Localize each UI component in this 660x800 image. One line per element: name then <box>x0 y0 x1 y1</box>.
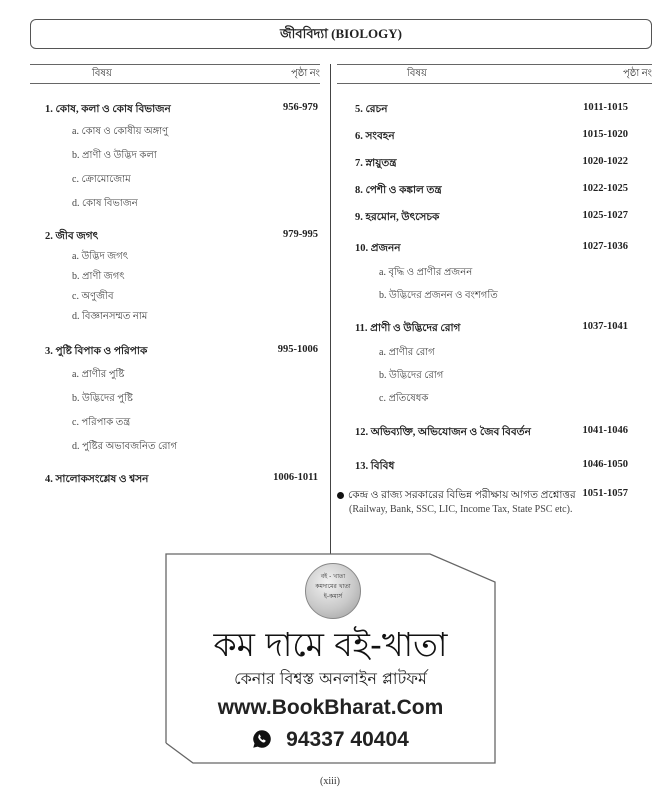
toc-chapter-12[interactable] <box>355 425 628 442</box>
toc-subtopic[interactable]: a. উদ্ভিদ জগৎ <box>72 251 129 262</box>
page-number: (xiii) <box>320 776 340 787</box>
chapter-pages: 1020-1022 <box>582 156 628 167</box>
chapter-label: 7. স্নায়ুতন্ত্র <box>355 158 397 169</box>
ad-tagline: কেনার বিশ্বস্ত অনলাইন প্লাটফর্ম <box>234 669 427 688</box>
toc-chapter-4[interactable] <box>45 472 320 489</box>
toc-chapter-13[interactable] <box>355 459 628 476</box>
toc-right-column <box>337 64 652 84</box>
column-divider <box>330 64 331 554</box>
toc-subtopic[interactable]: b. উদ্ভিদের রোগ <box>379 370 444 381</box>
toc-chapter-7[interactable] <box>355 156 628 173</box>
page-header: পৃষ্ঠা নং <box>623 68 652 79</box>
chapter-label: 12. অভিব্যক্তি, অভিযোজন ও জৈব বিবর্তন <box>355 427 531 438</box>
toc-subtopic[interactable]: b. উদ্ভিদের প্রজনন ও বংশগতি <box>379 290 498 301</box>
logo-line: ই-কমার্স <box>323 593 343 600</box>
chapter-label: 9. হরমোন, উৎসেচক <box>355 212 440 223</box>
toc-subtopic[interactable]: c. প্রতিষেধক <box>379 393 429 404</box>
subject-header: বিষয় <box>407 68 427 79</box>
toc-subtopic[interactable]: c. ক্রোমোজোম <box>72 174 131 185</box>
chapter-pages: 1037-1041 <box>582 321 628 332</box>
chapter-pages: 1015-1020 <box>582 129 628 140</box>
whatsapp-icon <box>252 729 272 749</box>
chapter-label: 5. রেচন <box>355 104 388 115</box>
toc-chapter-1[interactable] <box>45 102 320 119</box>
column-header <box>337 64 652 84</box>
toc-subtopic[interactable]: a. প্রাণীর পুষ্টি <box>72 369 125 380</box>
toc-chapter-10[interactable] <box>355 241 628 258</box>
toc-chapter-8[interactable] <box>355 183 628 200</box>
toc-subtopic[interactable]: d. কোষ বিভাজন <box>72 198 138 209</box>
section-title: জীববিদ্যা (BIOLOGY) <box>30 19 652 49</box>
chapter-label: 6. সংবহন <box>355 131 395 142</box>
bullet-pages: 1051-1057 <box>582 488 628 499</box>
chapter-label: 13. বিবিধ <box>355 461 395 472</box>
toc-chapter-11[interactable] <box>355 321 628 338</box>
toc-left-column <box>30 64 320 84</box>
chapter-label: 8. পেশী ও কঙ্কাল তন্ত্র <box>355 185 442 196</box>
chapter-label: 10. প্রজনন <box>355 243 401 254</box>
bullet-icon <box>337 492 344 499</box>
page-header: পৃষ্ঠা নং <box>291 68 320 79</box>
toc-subtopic[interactable]: c. অণুজীব <box>72 291 114 302</box>
chapter-pages: 1046-1050 <box>582 459 628 470</box>
toc-subtopic[interactable]: b. প্রাণী জগৎ <box>72 271 125 282</box>
chapter-label: 1. কোষ, কলা ও কোষ বিভাজন <box>45 104 171 115</box>
chapter-pages: 1041-1046 <box>582 425 628 436</box>
toc-chapter-9[interactable] <box>355 210 628 227</box>
toc-subtopic[interactable]: b. প্রাণী ও উদ্ভিদ কলা <box>72 150 157 161</box>
brand-logo <box>305 563 361 619</box>
phone-number: 94337 40404 <box>286 728 409 751</box>
bullet-label: কেন্দ্র ও রাজ্য সরকারের বিভিন্ন পরীক্ষায় আগত প্রশ্নোত্তর <box>348 490 576 501</box>
advertisement-banner[interactable] <box>165 553 496 764</box>
toc-subtopic[interactable]: a. প্রাণীর রোগ <box>379 347 435 358</box>
toc-subtopic[interactable]: d. বিজ্ঞানসম্মত নাম <box>72 311 148 322</box>
chapter-pages: 956-979 <box>283 102 318 113</box>
toc-chapter-3[interactable] <box>45 344 320 361</box>
chapter-label: 3. পুষ্টি বিপাক ও পরিপাক <box>45 346 148 357</box>
chapter-pages: 1027-1036 <box>582 241 628 252</box>
toc-bullet-item[interactable] <box>337 488 628 505</box>
toc-subtopic[interactable]: a. কোষ ও কোষীয় অঙ্গাণু <box>72 126 169 137</box>
ad-headline: কম দামে বই-খাতা <box>213 625 448 664</box>
toc-subtopic[interactable]: a. বৃদ্ধি ও প্রাণীর প্রজনন <box>379 267 473 278</box>
column-header <box>30 64 320 84</box>
chapter-pages: 1022-1025 <box>582 183 628 194</box>
chapter-pages: 995-1006 <box>277 344 318 355</box>
toc-subtopic[interactable]: c. পরিপাক তন্ত্র <box>72 417 131 428</box>
chapter-label: 2. জীব জগৎ <box>45 231 99 242</box>
chapter-pages: 979-995 <box>283 229 318 240</box>
logo-line: কমদামের খাতা <box>315 583 351 590</box>
logo-line: বই - খাতা <box>320 573 346 580</box>
subject-header: বিষয় <box>92 68 112 79</box>
toc-subtopic[interactable]: b. উদ্ভিদের পুষ্টি <box>72 393 133 404</box>
ad-website-link[interactable]: www.BookBharat.Com <box>217 696 444 719</box>
toc-subtopic[interactable]: d. পুষ্টির অভাবজনিত রোগ <box>72 441 178 452</box>
toc-chapter-6[interactable] <box>355 129 628 146</box>
toc-chapter-5[interactable] <box>355 102 628 119</box>
chapter-label: 4. সালোকসংশ্লেষ ও শ্বসন <box>45 474 149 485</box>
toc-chapter-2[interactable] <box>45 229 320 246</box>
chapter-pages: 1011-1015 <box>583 102 628 113</box>
chapter-pages: 1006-1011 <box>273 472 318 483</box>
chapter-pages: 1025-1027 <box>582 210 628 221</box>
bullet-note: (Railway, Bank, SSC, LIC, Income Tax, State PSC etc). <box>349 504 573 515</box>
ad-phone[interactable] <box>165 728 496 752</box>
chapter-label: 11. প্রাণী ও উদ্ভিদের রোগ <box>355 323 461 334</box>
